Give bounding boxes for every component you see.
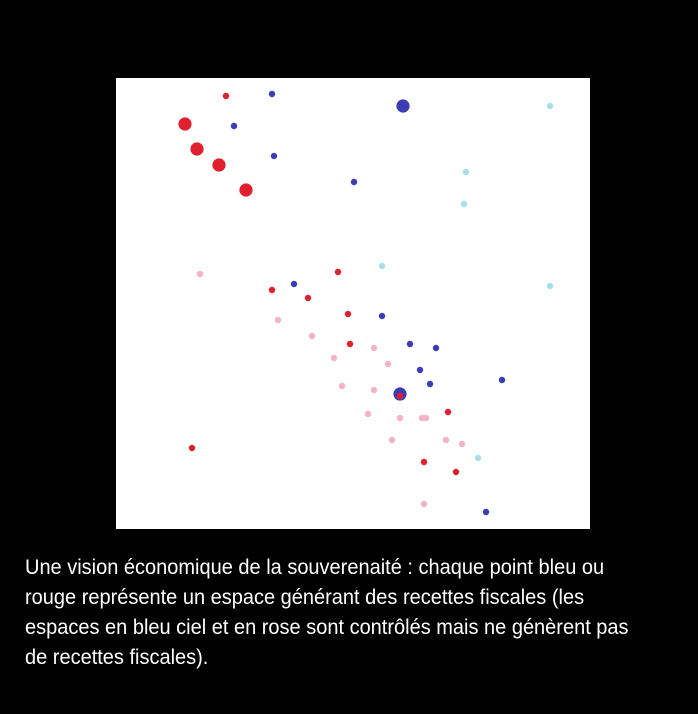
point-rouge-13 xyxy=(421,459,427,465)
point-rouge-0 xyxy=(223,93,229,99)
series-bleu-ciel xyxy=(379,103,553,461)
point-rouge-3 xyxy=(212,158,225,171)
point-rose-5 xyxy=(385,361,391,367)
point-bleu-5 xyxy=(291,281,297,287)
point-rose-7 xyxy=(371,387,377,393)
point-rose-2 xyxy=(309,333,315,339)
point-rose-12 xyxy=(389,437,395,443)
point-bleu-7 xyxy=(407,341,413,347)
point-rose-15 xyxy=(421,501,427,507)
series-rouge xyxy=(178,93,459,475)
point-bleu-0 xyxy=(269,91,275,97)
figure-caption: Une vision économique de la souverenaité : chaque point bleu ou rouge représente un espace générant des recettes fiscales (les espaces en bleu ciel et en rose sont contrôlés mais ne génèrent pas de recettes fiscales). xyxy=(25,555,629,669)
point-rouge-11 xyxy=(445,409,451,415)
series-bleu xyxy=(231,91,505,515)
point-rose-4 xyxy=(331,355,337,361)
point-rouge-6 xyxy=(269,287,275,293)
point-rose-6 xyxy=(339,383,345,389)
point-rouge-5 xyxy=(335,269,341,275)
point-rouge-7 xyxy=(305,295,311,301)
point-bleu-ciel-5 xyxy=(475,455,481,461)
point-rouge-12 xyxy=(189,445,195,451)
point-rose-14 xyxy=(459,441,465,447)
point-bleu-9 xyxy=(417,367,423,373)
point-rouge-14 xyxy=(453,469,459,475)
point-rose-8 xyxy=(365,411,371,417)
point-bleu-ciel-4 xyxy=(547,283,553,289)
point-bleu-ciel-3 xyxy=(379,263,385,269)
point-bleu-13 xyxy=(483,509,489,515)
point-rouge-2 xyxy=(190,142,203,155)
point-rouge-9 xyxy=(347,341,353,347)
point-rose-3 xyxy=(371,345,377,351)
point-bleu-2 xyxy=(231,123,237,129)
scatter-plot-panel xyxy=(116,78,590,529)
point-bleu-11 xyxy=(499,377,505,383)
point-rouge-10 xyxy=(397,393,403,399)
point-bleu-ciel-0 xyxy=(547,103,553,109)
point-rose-13 xyxy=(443,437,449,443)
scatter-plot xyxy=(116,78,590,529)
point-rouge-8 xyxy=(345,311,351,317)
point-bleu-6 xyxy=(379,313,385,319)
point-bleu-10 xyxy=(427,381,433,387)
series-rose xyxy=(197,271,465,507)
point-rose-11 xyxy=(423,415,429,421)
point-bleu-8 xyxy=(433,345,439,351)
point-bleu-1 xyxy=(396,99,409,112)
point-rose-1 xyxy=(275,317,281,323)
point-rouge-4 xyxy=(239,183,252,196)
point-bleu-3 xyxy=(271,153,277,159)
point-rose-0 xyxy=(197,271,203,277)
point-bleu-ciel-1 xyxy=(463,169,469,175)
point-bleu-ciel-2 xyxy=(461,201,467,207)
point-rose-9 xyxy=(397,415,403,421)
point-rouge-1 xyxy=(178,117,191,130)
point-bleu-4 xyxy=(351,179,357,185)
